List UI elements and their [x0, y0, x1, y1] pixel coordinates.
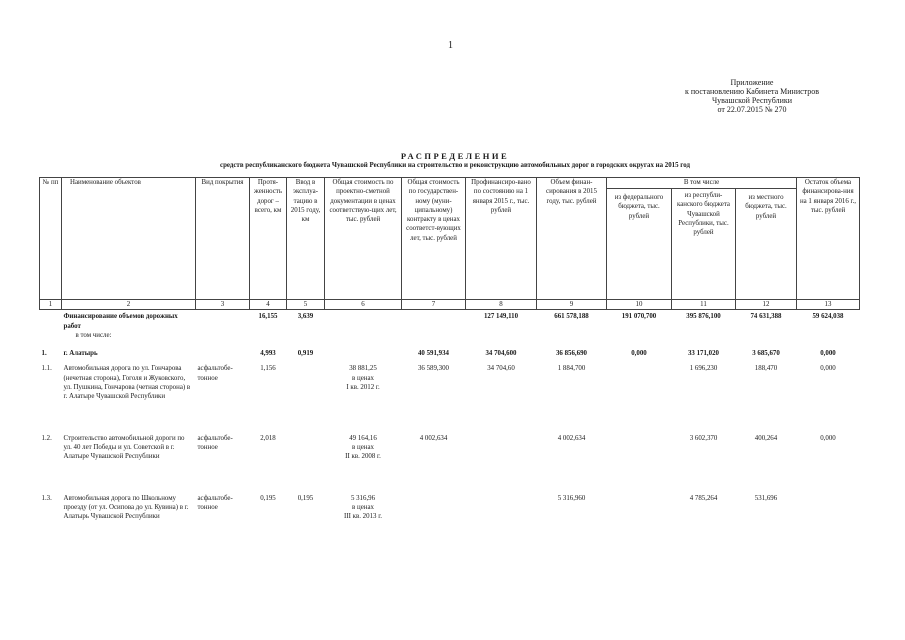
object-surface: асфальтобе-тонное — [197, 434, 233, 451]
header-local: из местного бюджета, тыс. рублей — [736, 189, 797, 300]
column-number: 3 — [196, 300, 250, 310]
column-number: 13 — [797, 300, 860, 310]
object-republic: 1 696,230 — [689, 365, 718, 373]
object-funded: 34 704,60 — [487, 365, 515, 373]
object-length: 1,156 — [260, 365, 276, 373]
region-federal: 0,000 — [631, 350, 647, 358]
object-volume: 4 002,634 — [557, 434, 586, 442]
object-name: Строительство автомобильной дороги по ул. 40 лет Победы и ул. Советской в г. Алатыре Чувашской Республики — [63, 434, 185, 461]
column-number: 9 — [537, 300, 607, 310]
total-funded: 127 149,110 — [483, 313, 519, 321]
total-row — [40, 310, 860, 340]
total-label: Финансирование объемов дорожных работ в том числе: — [63, 313, 178, 339]
object-remaining: 0,000 — [820, 434, 836, 442]
object-cost-design: 5 316,96 в ценах III кв. 2013 г. — [344, 494, 382, 521]
total-commission: 3,639 — [297, 313, 314, 321]
region-funded: 34 704,600 — [485, 350, 517, 358]
object-length: 2,018 — [260, 434, 276, 442]
region-no: 1. — [41, 350, 47, 358]
table-header — [40, 178, 860, 310]
annex-line-4: от 22.07.2015 № 270 — [717, 105, 787, 114]
object-volume: 5 316,960 — [557, 494, 586, 502]
region-local: 3 685,670 — [752, 350, 780, 358]
object-row — [40, 492, 860, 522]
object-local: 188,470 — [754, 365, 778, 373]
header-length: Протя-женность дорог – всего, км — [250, 178, 287, 300]
object-name: Автомобильная дорога по ул. Гончарова (нечетная сторона), Гоголя и Жуковского, ул. Пушкина, Гончарова (четная сторона) в г. Алатыре Чувашской Республики — [63, 365, 191, 401]
column-number: 6 — [325, 300, 402, 310]
column-number: 8 — [466, 300, 537, 310]
object-local: 400,264 — [754, 434, 778, 442]
object-republic: 4 785,264 — [689, 494, 718, 502]
object-local: 531,696 — [754, 494, 778, 502]
object-commission: 0,195 — [297, 494, 314, 502]
object-cost-contract: 4 002,634 — [419, 434, 448, 442]
annex-line-2: к постановлению Кабинета Министров — [684, 87, 820, 96]
header-federal: из федерального бюджета, тыс. рублей — [607, 189, 672, 300]
header-name: Наименование объектов — [62, 178, 196, 300]
annex-line-3: Чувашской Республики — [711, 96, 793, 105]
object-no: 1.3. — [41, 494, 52, 502]
object-cost-contract — [402, 492, 466, 522]
distribution-table — [39, 177, 860, 521]
total-remaining: 59 624,038 — [812, 313, 844, 321]
region-cost-contract: 40 591,934 — [417, 350, 449, 358]
object-name: Автомобильная дорога по Школьному проезду (от ул. Осипова до ул. Кувина) в г. Алатырь Чувашской Республики — [63, 494, 189, 521]
region-commission: 0,919 — [297, 350, 314, 358]
header-funded: Профинансиро-вано по состоянию на 1 января 2015 г., тыс. рублей — [466, 178, 537, 300]
annex-header — [672, 78, 832, 114]
object-length: 0,195 — [260, 494, 276, 502]
object-federal — [607, 492, 672, 522]
object-no: 1.2. — [41, 434, 52, 442]
object-remaining — [797, 492, 860, 522]
column-number: 7 — [402, 300, 466, 310]
column-number: 2 — [62, 300, 196, 310]
column-number: 1 — [40, 300, 62, 310]
region-row — [40, 347, 860, 358]
object-commission — [287, 432, 325, 462]
object-volume: 1 884,700 — [557, 365, 586, 373]
column-number: 10 — [607, 300, 672, 310]
object-cost-contract: 36 589,300 — [417, 365, 449, 373]
object-republic: 3 602,370 — [689, 434, 718, 442]
object-funded — [466, 432, 537, 462]
region-remaining: 0,000 — [820, 350, 836, 358]
object-surface: асфальтобе-тонное — [197, 365, 233, 382]
header-surface: Вид покрытия — [196, 178, 250, 300]
header-cost-contract: Общая стоимость по государствен-ному (муни-ципальному) контракту в ценах соответст-вующих лет, тыс. рублей — [402, 178, 466, 300]
total-length: 16,155 — [258, 313, 278, 321]
object-federal — [607, 362, 672, 401]
header-cost-design: Общая стоимость по проектно-сметной документации в ценах соответствую-щих лет, тыс. рублей — [325, 178, 402, 300]
object-funded — [466, 492, 537, 522]
page-number: 1 — [448, 40, 453, 51]
object-row — [40, 362, 860, 401]
table-body — [40, 310, 860, 522]
document-title: РАСПРЕДЕЛЕНИЕ — [400, 151, 510, 161]
object-federal — [607, 432, 672, 462]
region-volume: 36 856,690 — [555, 350, 587, 358]
object-cost-design: 38 881,25 в ценах I кв. 2012 г. — [346, 365, 380, 392]
object-commission — [287, 362, 325, 401]
header-volume: Объем финан-сирования в 2015 году, тыс. рублей — [537, 178, 607, 300]
header-remaining: Остаток объема финансирова-ния на 1 января 2016 г., тыс. рублей — [797, 178, 860, 300]
object-no: 1.1. — [41, 365, 52, 373]
total-federal: 191 070,700 — [621, 313, 657, 321]
column-number: 4 — [250, 300, 287, 310]
column-number: 12 — [736, 300, 797, 310]
object-row — [40, 432, 860, 462]
column-number: 11 — [672, 300, 736, 310]
total-local: 74 631,388 — [750, 313, 782, 321]
object-cost-design: 49 164,16 в ценах II кв. 2008 г. — [345, 434, 381, 461]
region-length: 4,993 — [260, 350, 276, 358]
column-number: 5 — [287, 300, 325, 310]
object-surface: асфальтобе-тонное — [197, 494, 233, 511]
header-no: № пп — [40, 178, 62, 300]
region-republic: 33 171,020 — [687, 350, 719, 358]
header-commission: Ввод в эксплуа-тацию в 2015 году, км — [287, 178, 325, 300]
total-republic: 395 876,100 — [686, 313, 721, 321]
including-label: в том числе: — [75, 331, 112, 339]
annex-line-1: Приложение — [730, 78, 774, 87]
object-remaining: 0,000 — [820, 365, 836, 373]
header-including: В том числе — [607, 178, 797, 189]
region-name: г. Алатырь — [63, 350, 98, 358]
column-number-row — [40, 300, 860, 310]
document-subtitle: средств республиканского бюджета Чувашской Республики на строительство и реконструкцию автомобильных дорог в городских округах на 2015 год — [220, 162, 690, 169]
header-republic: из республи-канского бюджета Чувашской Республики, тыс. рублей — [672, 189, 736, 300]
total-volume: 661 578,188 — [554, 313, 589, 321]
